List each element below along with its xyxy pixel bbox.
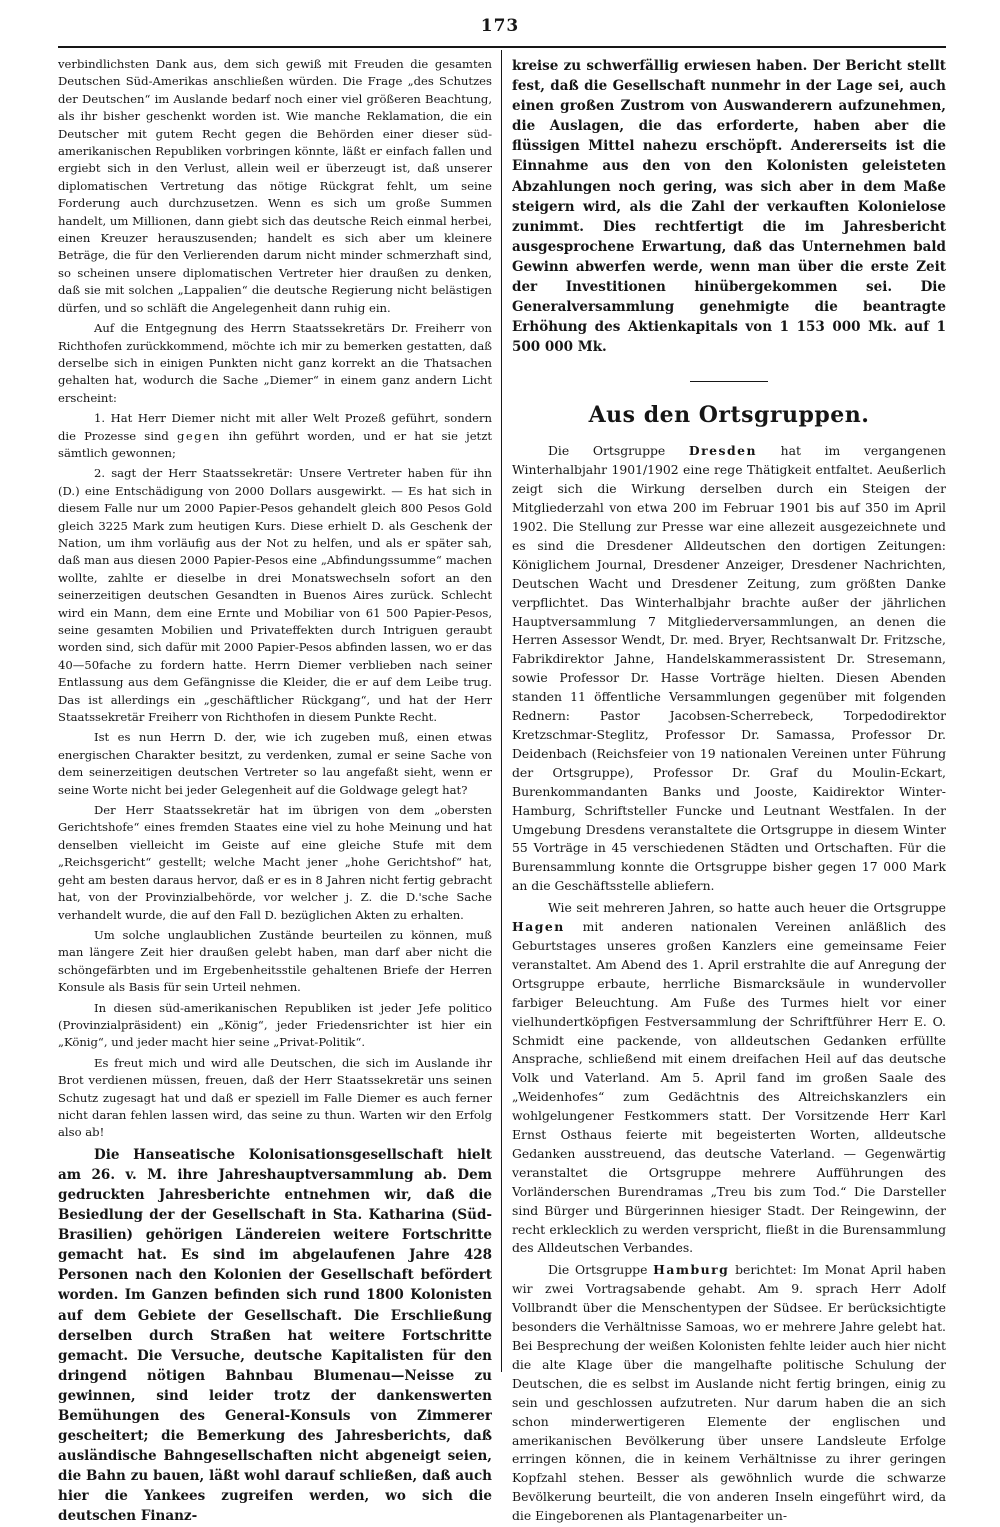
point-1-text: 1. Hat Herr Diemer nicht mit aller Welt Prozeß geführt, sondern die Prozesse sind <box>58 411 492 443</box>
hagen-report-lead: Wie seit mehreren Jahren, so hatte auch heuer die Ortsgruppe <box>548 900 946 916</box>
colonization-report <box>58 1145 492 1527</box>
colonization-report-text: hielt am 26. v. M. ihre Jahreshauptversammlung ab. Dem gedruckten Jahresberichte entnehmen wir, daß die Besiedlung der der Gesellschaft in Sta. Katharina (Süd-Brasilien) gehörigen Ländereien weitere Fortschritte gemacht hat. Es sind im abgelaufenen Jahre 428 Personen nach den Kolonien der Gesellschaft befördert worden. Im Ganzen befinden sich rund 1800 Kolonisten auf dem Gebiete der Gesellschaft. Die Erschließung derselben durch Straßen hat weitere Fortschritte gemacht. Die Versuche, deutsche Kapitalisten für den dringend nötigen Bahnbau Blumenau—Neisse zu gewinnen, sind leider trotz der dankenswerten Bemühungen des General-Konsuls von Zimmerer gescheitert; die Bemerkung des Jahresberichts, daß ausländische Bahngesellschaften nicht abgeneigt seien, die Bahn zu bauen, läßt wohl darauf schließen, daß auch hier die Yankees zugreifen werden, wo sich die deutschen Finanz- <box>58 1146 492 1525</box>
place-name-hamburg: Hamburg <box>653 1262 730 1278</box>
page-number: 173 <box>480 16 520 36</box>
letter-point-2: 2. sagt der Herr Staatssekretär: Unsere Vertreter haben für ihn (D.) eine Entschädigung von 2000 Dollars ausgewirkt. — Es hat sich in diesem Falle nur um 2000 Papier-Pesos gehandelt gleich 800 Pesos Gold gleich 3225 Mark zum heutigen Kurs. Diese erhielt D. als Geschenk der Nation, um ihm vorläufig aus der Not zu helfen, und als er später sah, daß man aus diesen 2000 Papier-Pesos eine „Abfindungssumme“ machen wollte, zahlte er dieselbe in drei Monatswechseln sofort an den seinerzeitigen deutschen Gesandten in Buenos Aires zurück. Schlecht wird ein Mann, dem eine Ernte und Mobiliar von 61 500 Papier-Pesos, seine gesamten Mobilien und Privateffekten durch Intriguen geraubt worden sind, sich dafür mit 2000 Papier-Pesos abfinden lassen, wo er das 40—50fache zu fordern hatte. Herrn Diemer verblieben nach seiner Entlassung aus dem Gefängnisse die Kleider, die er auf dem Leibe trug. Das ist allerdings ein „geschäftlicher Rückgang“, und hat der Herr Staatssekretär Freiherr von Richthofen in diesem Punkte Recht. <box>58 466 492 725</box>
place-name-hagen: Hagen <box>512 919 565 935</box>
column-divider <box>501 50 502 1372</box>
hamburg-report <box>512 1261 946 1526</box>
letter-point-1 <box>58 410 492 462</box>
point-1-emphasis: gegen <box>176 428 221 443</box>
right-column <box>512 56 946 1526</box>
colonization-report-lead: Die Hanseatische Kolonisationsgesellschaft <box>94 1146 444 1163</box>
header-rule <box>58 46 946 48</box>
left-column <box>58 56 492 1527</box>
letter-paragraph: Auf die Entgegnung des Herrn Staatssekretärs Dr. Freiherr von Richthofen zurückkommend, möchte ich mir zu bemerken gestatten, daß derselbe sich in einigen Punkten nicht ganz korrekt an die Thatsachen gehalten hat, wodurch die Sache „Diemer“ in einem ganz andern Licht erscheint: <box>58 321 492 405</box>
dresden-report <box>512 442 946 896</box>
letter-paragraph: In diesen süd-amerikanischen Republiken ist jeder Jefe politico (Provinzialpräsident) ein „König“, jeder Friedensrichter ist hier ein „König“, und jeder macht hier seine „Privat-Politik“. <box>58 1000 492 1050</box>
letter-paragraph: Der Herr Staatssekretär hat im übrigen von dem „obersten Gerichtshofe“ eines fremden Staates eine viel zu hohe Meinung und hat denselben vielleicht im Geiste auf eine gleiche Stufe mit dem „Reichsgericht“ gestellt; welche Macht jener „hohe Gerichtshof“ hat, geht am besten daraus hervor, daß er es in 8 Jahren nicht fertig gebracht hat, von der Provinzialbehörde, vor welcher j. Z. die D.'sche Sache verhandelt wurde, die auf den Fall D. bezüglichen Akten zu erhalten. <box>58 803 492 922</box>
letter-paragraph: Um solche unglaublichen Zustände beurteilen zu können, muß man längere Zeit hier draußen gelebt haben, man darf aber nicht die schöngefärbten und im Ergebenheitsstile gehaltenen Briefe der Herren Konsule als Basis für sein Urteil nehmen. <box>58 927 492 995</box>
point-1-text-end: ihn geführt worden, und er hat sie jetzt sämtlich gewonnen; <box>58 428 492 460</box>
letter-paragraph: Ist es nun Herrn D. der, wie ich zugeben muß, einen etwas energischen Charakter besitzt, zu verdenken, zumal er seine Sache von dem seinerzeitigen deutschen Vertreter so lau angefaßt sieht, wenn er seine Worte nicht bei jeder Gelegenheit auf die Goldwage gelegt hat? <box>58 730 492 797</box>
letter-paragraph: verbindlichsten Dank aus, dem sich gewiß mit Freuden die gesamten Deutschen Süd-Amerikas anschließen würden. Die Frage „des Schutzes der Deutschen“ im Auslande bedarf noch einer viel größeren Beachtung, als ihr bisher geschenkt worden ist. Wie manche Reklamation, die ein Deutscher mit gutem Recht gegen die Behörden einer dieser süd-amerikanischen Republiken vorbringen könnte, läßt er einfach fallen und ergiebt sich in den Verlust, allein weil er überzeugt ist, daß unserer diplomatischen Vertretung das nötige Rückgrat fehlt, um seine Forderung auch durchzusetzen. Wenn es sich um große Summen handelt, um Millionen, dann giebt sich das deutsche Reich einmal herbei, einen Kreuzer herauszusenden; handelt es sich aber um kleinere Beträge, die für den Verlierenden darum nicht minder schmerzhaft sind, so scheinen unsere diplomatischen Vertreter hier draußen zu denken, daß sie mit solchen „Lappalien“ die deutsche Regierung nicht belästigen dürfen, und so schläft die Angelegenheit dann ruhig ein. <box>58 57 492 315</box>
section-title: Aus den Ortsgruppen. <box>588 402 870 429</box>
hagen-report-text: mit anderen nationalen Vereinen anläßlich des Geburtstages unseres großen Kanzlers eine gemeinsame Feier veranstaltet. Am Abend des 1. April erstrahlte die auf Anregung der Ortsgruppe erbaute, herrliche Bismarcksäule in wundervoller farbiger Beleuchtung. Am Fuße des Turmes hielt vor einer vielhundertköpfigen Festversammlung der Schriftführer Herr E. O. Schmidt eine packende, von alldeutschen Gedanken erfüllte Ansprache, schließend mit einem dreifachen Heil auf das deutsche Volk und Vaterland. Am 5. April fand im großen Saale des „Weidenhofes“ zum Gedächtnis des Altreichskanzlers ein wohlgelungener Festkommers statt. Der Vorsitzende Herr Karl Ernst Osthaus feierte mit begeisterten Worten, alldeutsche Gedanken ausstreuend, das deutsche Vaterland. — Gegenwärtig veranstaltet die Ortsgruppe mehrere Aufführungen des Vorländerschen Burendramas „Treu bis zum Tod.“ Die Darsteller sind Bürger und Bürgerinnen hiesiger Stadt. Der Reingewinn, der recht erklecklich zu werden verspricht, fließt in die Burensammlung des Alldeutschen Verbandes. <box>512 919 946 1256</box>
letter-paragraph: Es freut mich und wird alle Deutschen, die sich im Auslande ihr Brot verdienen müssen, freuen, daß der Herr Staatssekretär uns seinen Schutz zugesagt hat und daß er speziell im Falle Diemer es auch ferner nicht daran fehlen lassen wird, das seine zu thun. Warten wir den Erfolg also ab! <box>58 1055 492 1140</box>
place-name-dresden: Dresden <box>688 443 758 459</box>
dresden-report-text: hat im vergangenen Winterhalbjahr 1901/1902 eine rege Thätigkeit entfaltet. Aeußerlich zeigt sich die Wirkung derselben durch ein Steigen der Mitgliederzahl von etwa 200 im Februar 1901 bis auf 350 im April 1902. Die Stellung zur Presse war eine allezeit ausgezeichnete und es sind die Dresdener Alldeutschen den dortigen Zeitungen: Königlichem Journal, Dresdener Anzeiger, Dresdener Nachrichten, Deutschen Wacht und Dresdener Zeitung, zum größten Danke verpflichtet. Das Winterhalbjahr brachte außer der jährlichen Hauptversammlung 7 Mitgliederversammlungen, an denen die Herren Assessor Wendt, Dr. med. Bryer, Rechtsanwalt Dr. Fritzsche, Fabrikdirektor Jahne, Handelskammerassistent Dr. Stresemann, sowie Professor Dr. Hasse Vorträge hielten. Diesen Abenden standen 11 öffentliche Versammlungen gegenüber mit folgenden Rednern: Pastor Jacobsen-Scherrebeck, Torpedodirektor Kretzschmar-Steglitz, Professor Dr. Samassa, Professor Dr. Deidenbach (Reichsfeier von 19 nationalen Vereinen unter Führung der Ortsgruppe), Professor Dr. Graf du Moulin-Eckart, Burenkommandanten Banks und Jooste, Kaidirektor Winter-Hamburg, Schriftsteller Funcke und Leutnant Westfalen. In der Umgebung Dresdens veranstaltete die Ortsgruppe in diesem Winter 55 Vorträge in 45 verschiedenen Städten und Ortschaften. Für die Burensammlung konnte die Ortsgruppe bisher gegen 17 000 Mark an die Geschäftsstelle abliefern. <box>512 443 946 894</box>
hamburg-report-lead: Die Ortsgruppe <box>548 1262 654 1278</box>
hamburg-report-text: berichtet: Im Monat April haben wir zwei Vortragsabende gehabt. Am 9. sprach Herr Adolf Vollbrandt über die Menschentypen der Südsee. Er berücksichtigte besonders die Verhältnisse Samoas, wo er mehrere Jahre gelebt hat. Bei Besprechung der weißen Kolonisten fehlte leider auch hier nicht die alte Klage über die mangelhafte politische Schulung der Deutschen, die es selbst im Auslande nicht fertig bringen, einig zu sein und geschlossen aufzutreten. Nur darum haben die an sich schon minderwertigeren Elemente der englischen und amerikanischen Bevölkerung über unsere Landsleute Erfolge erringen können, die in keinem Verhältnisse zu ihrer geringen Kopfzahl stehen. Besser als gewöhnlich wurde die schwarze Bevölkerung beurteilt, die von anderen Inseln eingeführt wird, da die Eingeborenen als Plantagenarbeiter un- <box>512 1262 946 1524</box>
dresden-report-lead: Die Ortsgruppe <box>548 443 689 459</box>
colonization-report-continued: kreise zu schwerfällig erwiesen haben. Der Bericht stellt fest, daß die Gesellschaft nunmehr in der Lage sei, auch einen großen Zustrom von Auswanderern aufzunehmen, die Auslagen, die das erforderte, haben aber die flüssigen Mittel nahezu erschöpft. Andererseits ist die Einnahme aus den von den Kolonisten geleisteten Abzahlungen noch gering, was sich aber in dem Maße steigern wird, als die Zahl der verkauften Kolonielose zunimmt. Dies rechtfertigt die im Jahresbericht ausgesprochene Erwartung, daß das Unternehmen bald Gewinn abwerfen werde, wenn man über die erste Zeit der Investitionen hinübergekommen sei. Die Generalversammlung genehmigte die beantragte Erhöhung des Aktienkapitals von 1 153 000 Mk. auf 1 500 000 Mk. <box>512 58 946 356</box>
section-separator <box>690 381 768 382</box>
hagen-report <box>512 899 946 1258</box>
